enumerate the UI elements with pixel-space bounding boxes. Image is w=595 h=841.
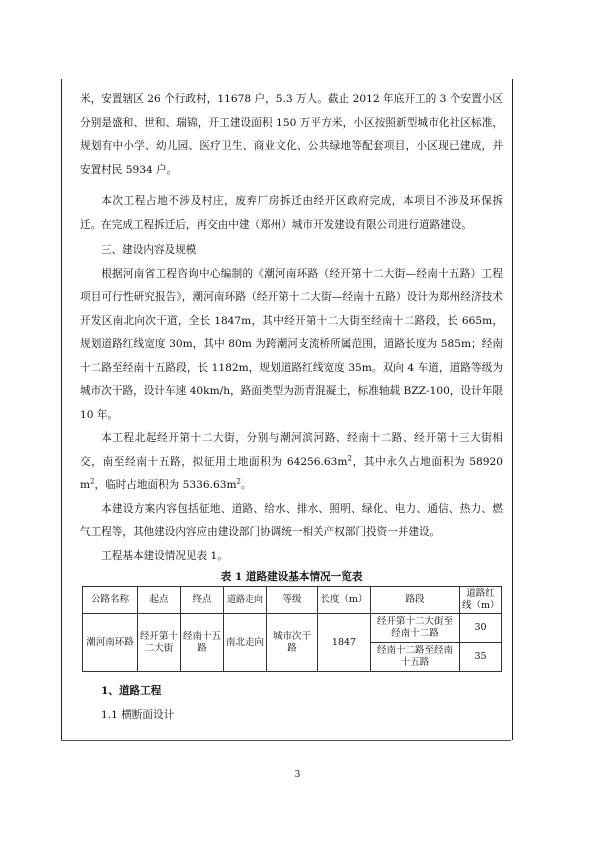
cell-red-line-1: 30 bbox=[460, 614, 502, 643]
unit-sup-2: 2 bbox=[90, 477, 95, 486]
header-segment: 路段 bbox=[371, 587, 460, 614]
header-start: 起点 bbox=[138, 587, 181, 614]
document-body bbox=[80, 88, 503, 727]
table-header-row bbox=[83, 587, 502, 614]
scope-text-1: 本工程北起经开第十二大街，分别与潮河滨河路、经南十二路、经开第十三大街相交，南至经南十五路，拟征用土地面积为 64256.63m bbox=[80, 432, 503, 468]
cell-segment-1: 经开第十二大街至经南十二路 bbox=[371, 614, 460, 643]
table-row bbox=[83, 614, 502, 643]
paragraph-table-ref: 工程基本建设情况见表 1。 bbox=[101, 549, 228, 562]
header-direction: 道路走向 bbox=[224, 587, 267, 614]
scope-text-2: ，其中永久占地面积为 58920 m bbox=[80, 455, 503, 491]
cell-red-line-2: 35 bbox=[460, 643, 502, 672]
header-red-line: 道路红线（m） bbox=[460, 587, 502, 614]
scope-text-3: ，临时占地面积为 5336.63m bbox=[94, 479, 237, 491]
subheading-road-works: 1、道路工程 bbox=[101, 685, 162, 697]
paragraph-resettlement: 米，安置辖区 26 个行政村，11678 户，5.3 万人。截止 2012 年底开工的 3 个安置小区分别是盛和、世和、瑞锦，开工建设面积 150 万平方米，小区按照新型城市化社区标准，规划有中小学、幼儿园、医疗卫生、商业文化、公共绿地等配套项目，小区现已建成，并安置村民 5934 户。 bbox=[80, 93, 503, 176]
subheading-cross-section: 1.1 横断面设计 bbox=[101, 708, 175, 721]
cell-grade: 城市次干路 bbox=[267, 614, 318, 672]
cell-segment-2: 经南十二路至经南十五路 bbox=[371, 643, 460, 672]
paragraph-contents: 本建设方案内容包括征地、道路、给水、排水、照明、绿化、电力、通信、热力、燃气工程等，其他建设内容应由建设部门协调统一相关产权部门投资一并建设。 bbox=[80, 502, 503, 538]
paragraph-feasibility: 根据河南省工程咨询中心编制的《潮河南环路（经开第十二大街—经南十五路）工程项目可行性研究报告》，潮河南环路（经开第十二大街—经南十五路）设计为郑州经济技术开发区南北向次干道，全长 1847m，其中经开第十二大街至经南十二路段，长 665m，规划道路红线宽度 30m，其中 80m 为跨潮河支流桥所属范围，道路长度为 585m；经南十二路至经南十五路段，长 1182m，规划道路红线宽度 35m。双向 4 车道，道路等级为城市次干路，设计车速 40km/h，路面类型为沥青混凝土，标准轴载 BZZ-100，设计年限 10 年。 bbox=[80, 267, 503, 421]
frame-bottom-rule bbox=[61, 740, 511, 741]
cell-end: 经南十五路 bbox=[181, 614, 224, 672]
scope-text-4: 。 bbox=[240, 479, 252, 491]
cell-road-name: 潮河南环路 bbox=[83, 614, 138, 672]
paragraph-project-scope bbox=[80, 427, 503, 498]
paragraph-land-use: 本次工程占地不涉及村庄，废弃厂房拆迁由经开区政府完成，本项目不涉及环保拆迁。在完成工程拆迁后，再交由中建（郑州）城市开发建设有限公司进行道路建设。 bbox=[80, 195, 503, 231]
page-number: 3 bbox=[294, 770, 301, 780]
section-heading-construction: 三、建设内容及规模 bbox=[101, 244, 197, 256]
cell-length: 1847 bbox=[318, 614, 371, 672]
unit-sup-1: 2 bbox=[347, 453, 352, 462]
cell-start: 经开第十二大街 bbox=[138, 614, 181, 672]
header-end: 终点 bbox=[181, 587, 224, 614]
header-grade: 等级 bbox=[267, 587, 318, 614]
table-caption: 表 1 道路建设基本情况一览表 bbox=[220, 571, 363, 583]
road-basics-table bbox=[82, 586, 502, 672]
cell-direction: 南北走向 bbox=[224, 614, 267, 672]
unit-sup-3: 2 bbox=[236, 477, 241, 486]
header-road-name: 公路名称 bbox=[83, 587, 138, 614]
header-length: 长度（m） bbox=[318, 587, 371, 614]
